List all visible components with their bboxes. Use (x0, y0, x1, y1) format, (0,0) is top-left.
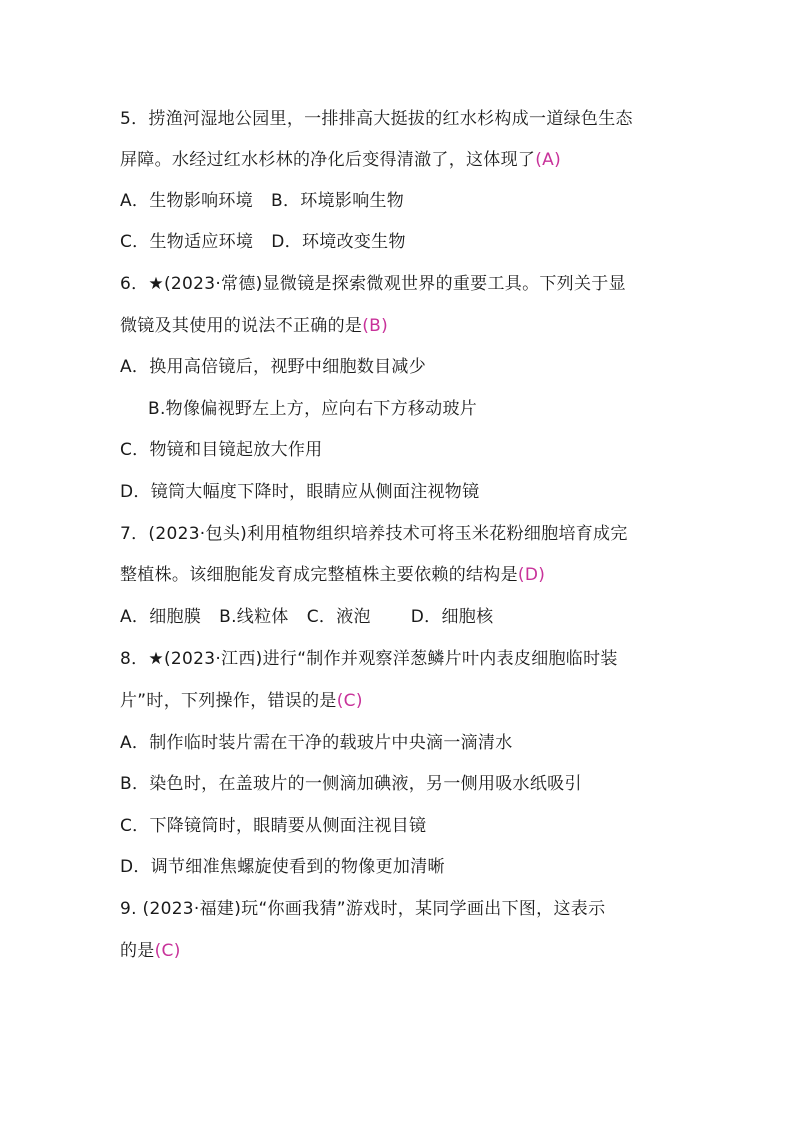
q5-stem-text-2: 屏障。水经过红水杉林的净化后变得清澈了，这体现了 (120, 150, 536, 170)
q7-option-d: D．细胞核 (410, 607, 494, 627)
q8-option-c: C．下降镜筒时，眼睛要从侧面注视目镜 (120, 816, 427, 836)
q7-answer: (D) (517, 565, 546, 585)
q8-option-a-row (120, 731, 513, 755)
q5-answer: (A) (535, 150, 561, 170)
q6-option-d: D．镜筒大幅度下降时，眼睛应从侧面注视物镜 (120, 482, 480, 502)
q5-option-a: A．生物影响环境 (120, 191, 254, 211)
q6-option-c-row (120, 438, 322, 462)
q7-stem-text-2: 整植株。该细胞能发育成完整植株主要依赖的结构是 (120, 565, 518, 585)
q8-stem-text-2: 片”时，下列操作，错误的是 (120, 691, 337, 711)
q5-stem-text-1: 5．捞渔河湿地公园里，一排排高大挺拔的红水杉构成一道绿色生态 (120, 109, 633, 129)
q9-stem-text-1: 9. (2023·福建)玩“你画我猜”游戏时，某同学画出下图，这表示 (120, 899, 606, 919)
q6-option-c: C．物镜和目镜起放大作用 (120, 440, 323, 460)
q6-option-b-row (148, 397, 477, 421)
q7-option-c: C．液泡 (306, 607, 371, 627)
q6-option-d-row (120, 480, 479, 504)
q5-option-b: B．环境影响生物 (271, 191, 405, 211)
q6-stem-text-1: 6．★(2023·常德)显微镜是探索微观世界的重要工具。下列关于显 (120, 274, 626, 294)
q5-option-d: D．环境改变生物 (271, 232, 406, 252)
q5-options-row2 (120, 230, 406, 254)
q6-option-b: B.物像偏视野左上方，应向右下方移动玻片 (148, 399, 478, 419)
q6-stem-line2 (120, 314, 388, 338)
q7-stem-line2 (120, 563, 545, 587)
q5-options-row1 (120, 189, 404, 213)
q8-option-c-row (120, 814, 426, 838)
q5-option-c: C．生物适应环境 (120, 232, 254, 252)
q9-answer: (C) (154, 941, 181, 961)
q6-answer: (B) (362, 316, 389, 336)
q7-stem-line1 (120, 522, 628, 546)
q6-stem-text-2: 微镜及其使用的说法不正确的是 (120, 316, 363, 336)
q6-stem-line1 (120, 272, 626, 296)
q8-option-d: D．调节细准焦螺旋使看到的物像更加清晰 (120, 857, 445, 877)
q8-option-a: A．制作临时装片需在干净的载玻片中央滴一滴清水 (120, 733, 513, 753)
q5-stem-line1 (120, 107, 633, 131)
q7-option-a: A．细胞膜 (120, 607, 202, 627)
q6-option-a: A．换用高倍镜后，视野中细胞数目减少 (120, 357, 427, 377)
q6-option-a-row (120, 355, 426, 379)
q9-stem-line1 (120, 897, 605, 921)
q7-option-b: B.线粒体 (219, 607, 289, 627)
q9-stem-text-2: 的是 (120, 941, 155, 961)
q8-stem-line2 (120, 689, 363, 713)
q8-option-b: B．染色时，在盖玻片的一侧滴加碘液，另一侧用吸水纸吸引 (120, 774, 582, 794)
q8-option-d-row (120, 855, 445, 879)
q5-stem-line2 (120, 148, 561, 172)
q8-stem-text-1: 8．★(2023·江西)进行“制作并观察洋葱鳞片叶内表皮细胞临时装 (120, 649, 618, 669)
q7-stem-text-1: 7．(2023·包头)利用植物组织培养技术可将玉米花粉细胞培育成完 (120, 524, 628, 544)
q8-option-b-row (120, 772, 582, 796)
q8-stem-line1 (120, 647, 618, 671)
q8-answer: (C) (336, 691, 363, 711)
q7-options-row (120, 605, 493, 629)
q9-stem-line2 (120, 939, 181, 963)
